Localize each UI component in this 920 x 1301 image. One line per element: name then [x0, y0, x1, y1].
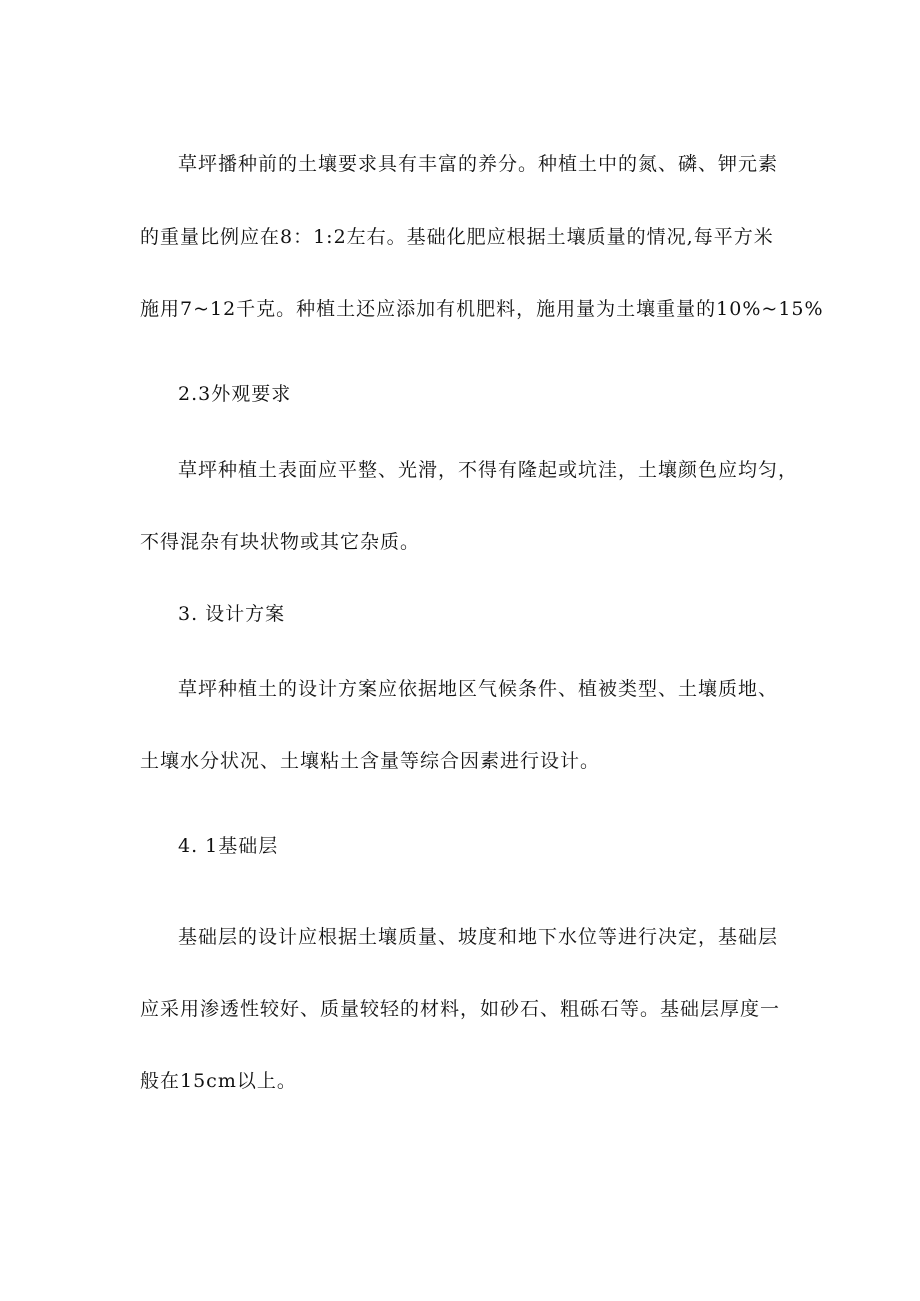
paragraph-line: 草坪种植土的设计方案应依据地区气候条件、植被类型、土壤质地、 [178, 678, 779, 700]
section-heading: 3. 设计方案 [178, 603, 286, 625]
paragraph-line: 基础层的设计应根据土壤质量、坡度和地下水位等进行决定，基础层 [178, 926, 779, 948]
paragraph-line: 施用7~12千克。种植土还应添加有机肥料，施用量为土壤重量的10%~15% [140, 298, 824, 320]
paragraph-line: 草坪种植土表面应平整、光滑，不得有隆起或坑洼，土壤颜色应均匀， [178, 459, 799, 481]
section-heading: 4. 1基础层 [178, 835, 279, 857]
section-heading: 2.3外观要求 [178, 383, 292, 405]
paragraph-line: 不得混杂有块状物或其它杂质。 [140, 531, 421, 553]
paragraph-line: 土壤水分状况、土壤粘土含量等综合因素进行设计。 [140, 750, 601, 772]
paragraph-line: 应采用渗透性较好、质量较轻的材料，如砂石、粗砾石等。基础层厚度一 [140, 998, 781, 1020]
paragraph-line: 的重量比例应在8：1:2左右。基础化肥应根据土壤质量的情况,每平方米 [140, 226, 774, 248]
paragraph-line: 般在15cm以上。 [140, 1070, 297, 1092]
paragraph-line: 草坪播种前的土壤要求具有丰富的养分。种植土中的氮、磷、钾元素 [178, 153, 779, 175]
